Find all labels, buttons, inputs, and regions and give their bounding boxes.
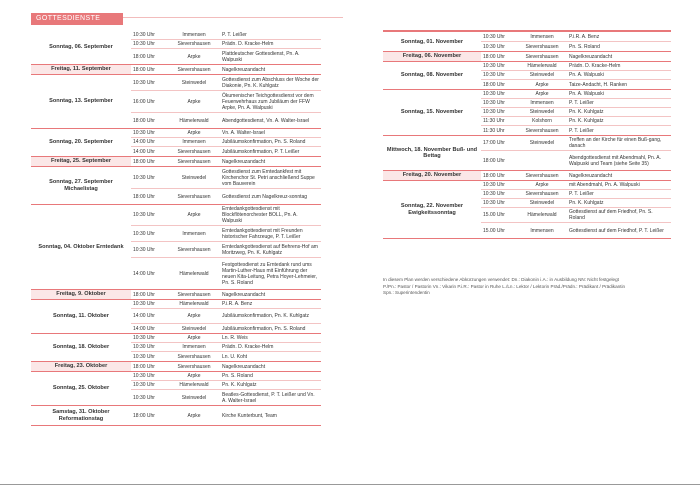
service-day-group bbox=[31, 167, 321, 205]
service-date: Freitag, 25. September bbox=[31, 157, 131, 166]
service-time: 18:00 Uhr bbox=[483, 53, 505, 60]
service-row bbox=[131, 91, 321, 113]
service-day-group bbox=[31, 372, 321, 406]
service-time: 14:00 Uhr bbox=[133, 325, 155, 332]
service-row bbox=[131, 113, 321, 128]
service-date: Freitag, 23. Oktober bbox=[31, 362, 131, 371]
service-day-group bbox=[31, 31, 321, 65]
service-time: 18:00 Uhr bbox=[133, 291, 155, 298]
service-description: Jubiläumskonfirmation, P. T. Leißer bbox=[222, 148, 300, 155]
service-row bbox=[131, 343, 321, 352]
service-time: 18:00 Uhr bbox=[133, 363, 155, 370]
service-location: Arpke bbox=[187, 53, 201, 60]
service-day-group bbox=[31, 362, 321, 372]
service-location: Hämelerwald bbox=[179, 382, 209, 388]
service-time: 18:00 Uhr bbox=[483, 172, 505, 179]
service-location: Sievershausen bbox=[177, 363, 211, 370]
service-time: 18:00 Uhr bbox=[483, 81, 505, 88]
service-time: 15.00 Uhr bbox=[483, 227, 505, 234]
service-date: Sonntag, 01. November bbox=[400, 38, 464, 45]
service-time: 10:30 Uhr bbox=[133, 174, 155, 181]
service-description: Gottesdienst zum Abschluss der Woche der Diakonie, Pn. K. Kuhlgatz bbox=[222, 76, 319, 89]
service-day-group bbox=[31, 129, 321, 157]
service-day-group bbox=[383, 33, 671, 52]
service-location: Hämelerwald bbox=[179, 301, 209, 307]
service-location: Sievershausen bbox=[525, 43, 559, 50]
service-rows bbox=[481, 52, 671, 61]
service-description: Treffen an der Kirche für einen Buß-gang, danach bbox=[569, 137, 662, 149]
service-description: Jubiläumskonfirmation, Pn. K. Kuhlgatz bbox=[222, 313, 309, 319]
service-row bbox=[131, 300, 321, 309]
service-location: Hämelerwald bbox=[527, 63, 557, 69]
service-date: Sonntag, 27. September Michaelistag bbox=[49, 179, 113, 192]
service-day-group bbox=[31, 334, 321, 362]
service-time: 10:30 Uhr bbox=[483, 72, 505, 78]
service-time: 18:00 Uhr bbox=[133, 193, 155, 200]
service-date: Sonntag, 08. November bbox=[400, 72, 464, 79]
schedule-left-column bbox=[31, 31, 321, 426]
service-rows bbox=[131, 157, 321, 166]
service-rows bbox=[481, 171, 671, 180]
service-description: Pn. K. Kuhlgatz bbox=[569, 118, 604, 124]
service-day-group bbox=[383, 136, 671, 171]
service-row bbox=[131, 334, 321, 343]
service-description: P. T. Leißer bbox=[569, 100, 594, 106]
service-description: Jubiläumskonfirmation, Pn. S. Roland bbox=[222, 139, 306, 145]
service-description: Kirche Kunterbunt, Team bbox=[222, 412, 277, 419]
service-row bbox=[481, 171, 671, 180]
service-row bbox=[131, 324, 321, 333]
service-description: Nagelkreuzandacht bbox=[569, 53, 613, 60]
service-location: Sievershausen bbox=[177, 193, 211, 200]
service-date: Sonntag, 04. Oktober Erntedank bbox=[38, 243, 124, 250]
service-day-group bbox=[31, 65, 321, 75]
service-description: Erntedankgottesdienst auf Behrens-Hof am Moritzweg, Pn. K. Kuhlgatz bbox=[222, 243, 318, 256]
service-location: Arpke bbox=[187, 313, 201, 319]
service-description: Pn. K. Kuhlgatz bbox=[569, 109, 604, 115]
service-rows bbox=[131, 372, 321, 405]
service-row bbox=[131, 381, 321, 390]
service-date: Freitag, 06. November bbox=[383, 52, 481, 61]
service-time: 10:30 Uhr bbox=[133, 373, 155, 379]
service-time: 14:00 Uhr bbox=[133, 148, 155, 155]
service-location: Immensen bbox=[182, 139, 206, 145]
service-row bbox=[131, 226, 321, 242]
abbreviation-legend bbox=[383, 277, 673, 297]
service-row bbox=[481, 181, 671, 190]
service-row bbox=[481, 208, 671, 223]
service-date: Freitag, 9. Oktober bbox=[31, 290, 131, 299]
service-location: Arpke bbox=[535, 81, 549, 88]
service-time: 14:00 Uhr bbox=[133, 270, 155, 277]
service-row bbox=[481, 126, 671, 135]
service-description: Pn. A. Walpuski bbox=[569, 72, 604, 78]
service-day-group bbox=[31, 157, 321, 167]
service-location: Sievershausen bbox=[177, 353, 211, 360]
service-time: 10:30 Uhr bbox=[133, 394, 155, 401]
service-description: Ökumenischer Teichgottesdienst vor dem Feuerwehrhaus zum Jubiläum der FFW Arpke, Pn. A. Walpuski bbox=[222, 92, 314, 111]
service-row bbox=[131, 75, 321, 91]
service-description: Nagelkreuzandacht bbox=[222, 291, 266, 298]
service-description: Plattdeutscher Gottesdienst, Pn. A. Walpuski bbox=[222, 50, 300, 63]
service-date: Samstag, 31. Oktober Reformationstag bbox=[52, 409, 110, 422]
service-rows bbox=[131, 75, 321, 128]
service-day-group bbox=[383, 181, 671, 239]
service-day-group bbox=[31, 205, 321, 290]
legend-line: In diesem Plan werden verschiedene Abkürzungen verwendet: Dn.: Diakonin i.A.: in Ausbildung NN: Nicht festgelegt bbox=[383, 277, 619, 282]
right-column-top-rule bbox=[383, 30, 671, 32]
service-location: Arpke bbox=[187, 98, 201, 105]
service-location: Sievershausen bbox=[525, 53, 559, 60]
service-location: Hämelerwald bbox=[179, 117, 209, 124]
service-location: Immensen bbox=[182, 344, 206, 350]
service-description: Beatles-Gottesdienst, P. T. Leißer und Vn. A. Walter-Israel bbox=[222, 391, 315, 404]
service-rows bbox=[131, 167, 321, 204]
service-rows bbox=[131, 406, 321, 425]
service-day-group bbox=[383, 171, 671, 181]
service-description: Abendgottesdienst mit Abendmahl, Pn. A. Walpuski und Team (siehe Seite 35) bbox=[569, 154, 662, 167]
service-time: 10:30 Uhr bbox=[483, 34, 505, 40]
legend-line: Spn.: Superintendentin bbox=[383, 290, 430, 296]
service-description: Ln. U. Koht bbox=[222, 353, 248, 360]
service-time: 10:30 Uhr bbox=[483, 109, 505, 115]
service-location: Sievershausen bbox=[525, 127, 559, 134]
service-rows bbox=[131, 205, 321, 289]
service-date: Sonntag, 13. September bbox=[49, 98, 113, 105]
service-row bbox=[481, 190, 671, 199]
service-description: P. T. Leißer bbox=[222, 32, 247, 38]
service-date: Sonntag, 06. September bbox=[49, 44, 113, 51]
service-row bbox=[481, 52, 671, 61]
service-location: Steinwedel bbox=[181, 174, 207, 181]
service-row bbox=[131, 290, 321, 299]
service-location: Steinwedel bbox=[529, 72, 555, 78]
service-description: Pn. K. Kuhlgatz bbox=[569, 200, 604, 206]
service-row bbox=[481, 117, 671, 126]
service-date: Sonntag, 20. September bbox=[49, 139, 113, 146]
service-rows bbox=[481, 62, 671, 89]
service-row bbox=[131, 31, 321, 40]
service-row bbox=[131, 205, 321, 226]
service-location: Kolshorn bbox=[532, 118, 552, 124]
service-time: 18:00 Uhr bbox=[133, 117, 155, 124]
service-row bbox=[481, 90, 671, 99]
service-row bbox=[131, 390, 321, 405]
service-rows bbox=[131, 129, 321, 156]
service-row bbox=[131, 189, 321, 204]
service-time: 16:00 Uhr bbox=[133, 98, 155, 105]
service-description: Prädn. D. Kracke-Helm bbox=[569, 63, 621, 69]
service-time: 14:00 Uhr bbox=[133, 313, 155, 319]
service-location: Sievershausen bbox=[525, 191, 559, 197]
service-time: 10:30 Uhr bbox=[133, 79, 155, 86]
service-row bbox=[131, 129, 321, 138]
service-time: 10:30 Uhr bbox=[133, 382, 155, 388]
service-description: Prädn. D. Kracke-Helm bbox=[222, 344, 274, 350]
service-time: 10:30 Uhr bbox=[133, 41, 155, 47]
service-location bbox=[517, 160, 567, 162]
service-date: Freitag, 11. September bbox=[31, 65, 131, 74]
service-day-group bbox=[383, 52, 671, 62]
service-location: Steinwedel bbox=[529, 200, 555, 206]
service-row bbox=[481, 33, 671, 42]
service-time: 10:30 Uhr bbox=[133, 130, 155, 136]
service-description: Gottesdienst auf dem Friedhof, P. T. Leißer bbox=[569, 227, 664, 234]
service-rows bbox=[481, 33, 671, 51]
service-location: Sievershausen bbox=[177, 148, 211, 155]
service-location: Arpke bbox=[187, 412, 201, 419]
service-description: Pn. K. Kuhlgatz bbox=[222, 382, 257, 388]
service-time: 10:30 Uhr bbox=[133, 246, 155, 253]
service-location: Sievershausen bbox=[177, 246, 211, 253]
service-time: 10:30 Uhr bbox=[483, 182, 505, 188]
service-date: Sonntag, 18. Oktober bbox=[52, 344, 110, 351]
service-location: Hämelerwald bbox=[527, 212, 557, 218]
service-time: 10:30 Uhr bbox=[483, 191, 505, 197]
service-rows bbox=[481, 136, 671, 170]
section-title: GOTTESDIENSTE bbox=[31, 13, 123, 25]
service-row bbox=[131, 167, 321, 189]
service-row bbox=[131, 138, 321, 147]
service-time: 10:30 Uhr bbox=[133, 344, 155, 350]
service-location: Arpke bbox=[535, 182, 549, 188]
service-row bbox=[131, 352, 321, 361]
service-rows bbox=[131, 334, 321, 361]
service-description: Pn. S. Roland bbox=[569, 43, 600, 50]
service-description: P. T. Leißer bbox=[569, 191, 594, 197]
service-row bbox=[131, 147, 321, 156]
service-time: 10:30 Uhr bbox=[133, 301, 155, 307]
service-location: Steinwedel bbox=[181, 325, 207, 332]
service-rows bbox=[131, 65, 321, 74]
service-description: Taize-Andacht, H. Ranken bbox=[569, 81, 628, 88]
service-location: Sievershausen bbox=[177, 158, 211, 165]
service-location: Immensen bbox=[530, 100, 554, 106]
service-date: Sonntag, 22. November Ewigkeitssonntag bbox=[400, 203, 464, 216]
service-time: 10:30 Uhr bbox=[483, 63, 505, 69]
legend-line: P./Pn.: Pastor / Pastorin Vn.: Vikarin P.i.R.: Pastor in Ruhe L./Ln.: Lektor / Lektorin Präd./Prädn.: Prädikant / Prädikantin bbox=[383, 283, 626, 289]
header-divider bbox=[123, 17, 343, 18]
service-day-group bbox=[31, 406, 321, 426]
service-row bbox=[481, 151, 671, 170]
service-row bbox=[131, 65, 321, 74]
service-row bbox=[481, 80, 671, 89]
service-day-group bbox=[31, 75, 321, 129]
service-description: Jubiläumskonfirmation, Pn. S. Roland bbox=[222, 325, 306, 332]
service-row bbox=[131, 157, 321, 166]
service-description: Gottesdienst auf dem Friedhof, Pn. S. Roland bbox=[569, 209, 653, 221]
service-description: Nagelkreuzandacht bbox=[569, 172, 613, 179]
service-time: 18:00 Uhr bbox=[133, 158, 155, 165]
service-time: 18:00 Uhr bbox=[483, 157, 505, 164]
service-location: Immensen bbox=[182, 32, 206, 38]
service-day-group bbox=[383, 90, 671, 136]
service-row bbox=[481, 223, 671, 238]
service-time: 10:30 Uhr bbox=[133, 353, 155, 360]
service-row bbox=[131, 372, 321, 381]
service-time: 14:00 Uhr bbox=[133, 139, 155, 145]
service-row bbox=[131, 309, 321, 324]
service-time: 17:00 Uhr bbox=[483, 140, 505, 146]
service-description: Prädn. D. Kracke-Helm bbox=[222, 41, 274, 47]
service-description: Abendgottesdienst, Vn. A. Walter-Israel bbox=[222, 117, 310, 124]
service-time: 18:00 Uhr bbox=[133, 53, 155, 60]
service-location: Steinwedel bbox=[529, 109, 555, 115]
service-row bbox=[481, 199, 671, 208]
service-description: P.i.R. A. Benz bbox=[569, 34, 600, 40]
service-time: 10:30 Uhr bbox=[483, 91, 505, 97]
service-date: Freitag, 20. November bbox=[383, 171, 481, 180]
service-time: 10:30 Uhr bbox=[483, 100, 505, 106]
service-row bbox=[481, 71, 671, 80]
service-location: Arpke bbox=[187, 335, 201, 341]
service-day-group bbox=[31, 300, 321, 334]
service-row bbox=[131, 49, 321, 64]
service-row bbox=[481, 136, 671, 151]
service-location: Sievershausen bbox=[525, 172, 559, 179]
service-description: Pn. S. Roland bbox=[222, 373, 253, 379]
service-location: Sievershausen bbox=[177, 41, 211, 47]
service-description: P. T. Leißer bbox=[569, 127, 594, 134]
service-row bbox=[481, 62, 671, 71]
service-day-group bbox=[31, 290, 321, 300]
service-description: Erntedankgottesdienst mit Freunden historischer Fahrzeuge, P. T. Leißer bbox=[222, 227, 303, 240]
service-time: 10:30 Uhr bbox=[133, 230, 155, 237]
service-location: Arpke bbox=[187, 373, 201, 379]
service-description: Erntedankgottesdienst mit Blockflötenorchester BOLL, Pn. A. Walpuski bbox=[222, 206, 298, 224]
service-rows bbox=[131, 362, 321, 371]
service-description: Gottesdienst zum Erntedankfest mit Kirchenchor St. Petri anschließend Suppe vom Bauverein bbox=[222, 168, 315, 187]
service-location: Steinwedel bbox=[529, 140, 555, 146]
service-time: 10:30 Uhr bbox=[133, 335, 155, 341]
service-description: mit Abendmahl, Pn. A. Walpuski bbox=[569, 182, 640, 188]
service-location: Steinwedel bbox=[181, 79, 207, 86]
service-location: Sievershausen bbox=[177, 66, 211, 73]
service-location: Hämelerwald bbox=[179, 270, 209, 277]
service-time: 10:30 Uhr bbox=[483, 200, 505, 206]
service-rows bbox=[481, 90, 671, 135]
service-location: Immensen bbox=[530, 227, 554, 234]
service-row bbox=[131, 242, 321, 258]
service-time: 18:00 Uhr bbox=[133, 66, 155, 73]
service-description: Gottesdienst zum Nagelkreuz-sonntag bbox=[222, 193, 308, 200]
service-time: 10:30 Uhr bbox=[133, 32, 155, 38]
service-description: Nagelkreuzandacht bbox=[222, 158, 266, 165]
service-row bbox=[131, 258, 321, 289]
service-rows bbox=[131, 31, 321, 64]
service-description: Vn. A. Walter-Israel bbox=[222, 130, 265, 136]
page-bottom-rule bbox=[0, 484, 700, 485]
service-time: 15.00 Uhr bbox=[483, 212, 505, 218]
service-day-group bbox=[383, 62, 671, 90]
service-rows bbox=[131, 290, 321, 299]
service-date: Sonntag, 25. Oktober bbox=[52, 385, 110, 392]
service-description: Festgottesdienst zu Erntedank rund ums Martin-Luther-Haus mit Einführung der neuen Kita-Leitung, Petra Hoyer-Lehmeier, Pn. S. Roland bbox=[222, 261, 318, 286]
service-description: Nagelkreuzandacht bbox=[222, 363, 266, 370]
service-row bbox=[481, 108, 671, 117]
service-location: Arpke bbox=[535, 91, 549, 97]
service-time: 10:30 Uhr bbox=[133, 212, 155, 218]
service-row bbox=[481, 42, 671, 51]
service-row bbox=[131, 40, 321, 49]
service-location: Sievershausen bbox=[177, 291, 211, 298]
service-row bbox=[131, 406, 321, 425]
service-description: Ln. R. Weis bbox=[222, 335, 248, 341]
service-time: 10:30 Uhr bbox=[483, 43, 505, 50]
service-description: Nagelkreuzandacht bbox=[222, 66, 266, 73]
service-location: Immensen bbox=[530, 34, 554, 40]
service-time: 11:30 Uhr bbox=[483, 118, 505, 124]
service-description: P.i.R. A. Benz bbox=[222, 301, 253, 307]
service-location: Immensen bbox=[182, 230, 206, 237]
service-description: Pn. A. Walpuski bbox=[569, 91, 604, 97]
service-time: 18:00 Uhr bbox=[133, 412, 155, 419]
service-location: Arpke bbox=[187, 212, 201, 218]
service-location: Arpke bbox=[187, 130, 201, 136]
service-time: 11:30 Uhr bbox=[483, 127, 505, 134]
service-rows bbox=[131, 300, 321, 333]
service-date: Sonntag, 11. Oktober bbox=[53, 313, 109, 320]
service-date: Mittwoch, 18. November Buß- und Bettag bbox=[386, 146, 478, 159]
schedule-right-column bbox=[383, 33, 671, 239]
service-date: Sonntag, 15. November bbox=[400, 109, 464, 116]
service-row bbox=[481, 99, 671, 108]
service-rows bbox=[481, 181, 671, 238]
service-location: Steinwedel bbox=[181, 394, 207, 401]
service-row bbox=[131, 362, 321, 371]
